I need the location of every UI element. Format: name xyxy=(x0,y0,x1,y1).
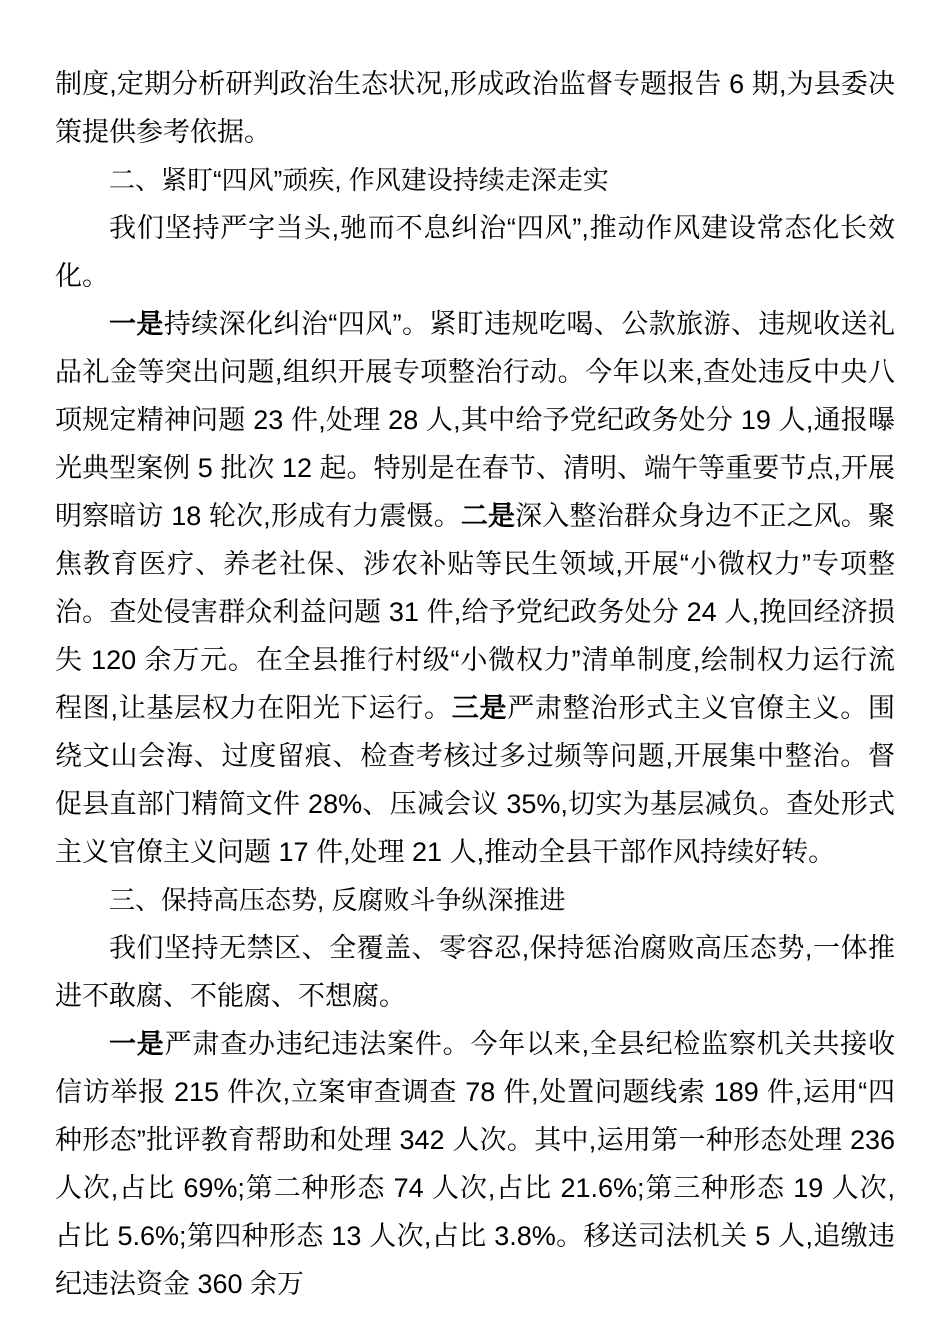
document-body xyxy=(55,60,895,1308)
list-marker-three-section-two: 三是 xyxy=(451,693,508,723)
list-marker-one-section-three: 一是 xyxy=(109,1029,165,1059)
paragraph-section-two-body xyxy=(55,300,895,876)
list-segment-two-section-two: 深入整治群众身边不正之风。聚焦教育医疗、养老社保、涉农补贴等民生领域,开展“小微权力”专项整治。查处侵害群众利益问题 31 件,给予党纪政务处分 24 人,挽回经济损失 120 余万元。在全县推行村级“小微权力”清单制度,绘制权力运行流程图,让基层权力在阳光下运行。 xyxy=(55,501,896,723)
list-segment-three-section-two: 严肃整治形式主义官僚主义。围绕文山会海、过度留痕、检查考核过多过频等问题,开展集中整治。督促县直部门精简文件 28%、压减会议 35%,切实为基层减负。查处形式主义官僚主义问题 17 件,处理 21 人,推动全县干部作风持续好转。 xyxy=(55,693,895,867)
section-heading-three: 三、保持高压态势, 反腐败斗争纵深推进 xyxy=(109,885,566,915)
paragraph-section-two-intro: 我们坚持严字当头,驰而不息纠治“四风”,推动作风建设常态化长效化。 xyxy=(55,213,895,291)
list-segment-one-section-three: 严肃查办违纪违法案件。今年以来,全县纪检监察机关共接收信访举报 215 件次,立案审查调查 78 件,处置问题线索 189 件,运用“四种形态”批评教育帮助和处理 342 人次。其中,运用第一种形态处理 236 人次,占比 69%;第二种形态 74 人次,占比 21.6%;第三种形态 19 人次,占比 5.6%;第四种形态 13 人次,占比 3.8%。移送司法机关 5 人,追缴违纪违法资金 360 余万 xyxy=(55,1029,895,1299)
list-segment-one-section-two: 持续深化纠治“四风”。紧盯违规吃喝、公款旅游、违规收送礼品礼金等突出问题,组织开展专项整治行动。今年以来,查处违反中央八项规定精神问题 23 件,处理 28 人,其中给予党纪政务处分 19 人,通报曝光典型案例 5 批次 12 起。特别是在春节、清明、端午等重要节点,开展明察暗访 18 轮次,形成有力震慑。 xyxy=(55,309,896,531)
list-marker-two-section-two: 二是 xyxy=(460,501,516,531)
paragraph-continuation: 制度,定期分析研判政治生态状况,形成政治监督专题报告 6 期,为县委决策提供参考依据。 xyxy=(55,69,895,147)
section-heading-two: 二、紧盯“四风”顽疾, 作风建设持续走深走实 xyxy=(109,165,609,195)
paragraph-section-three-body xyxy=(55,1020,895,1308)
list-marker-one-section-two: 一是 xyxy=(109,309,164,339)
paragraph-section-three-intro: 我们坚持无禁区、全覆盖、零容忍,保持惩治腐败高压态势,一体推进不敢腐、不能腐、不想腐。 xyxy=(55,933,895,1011)
